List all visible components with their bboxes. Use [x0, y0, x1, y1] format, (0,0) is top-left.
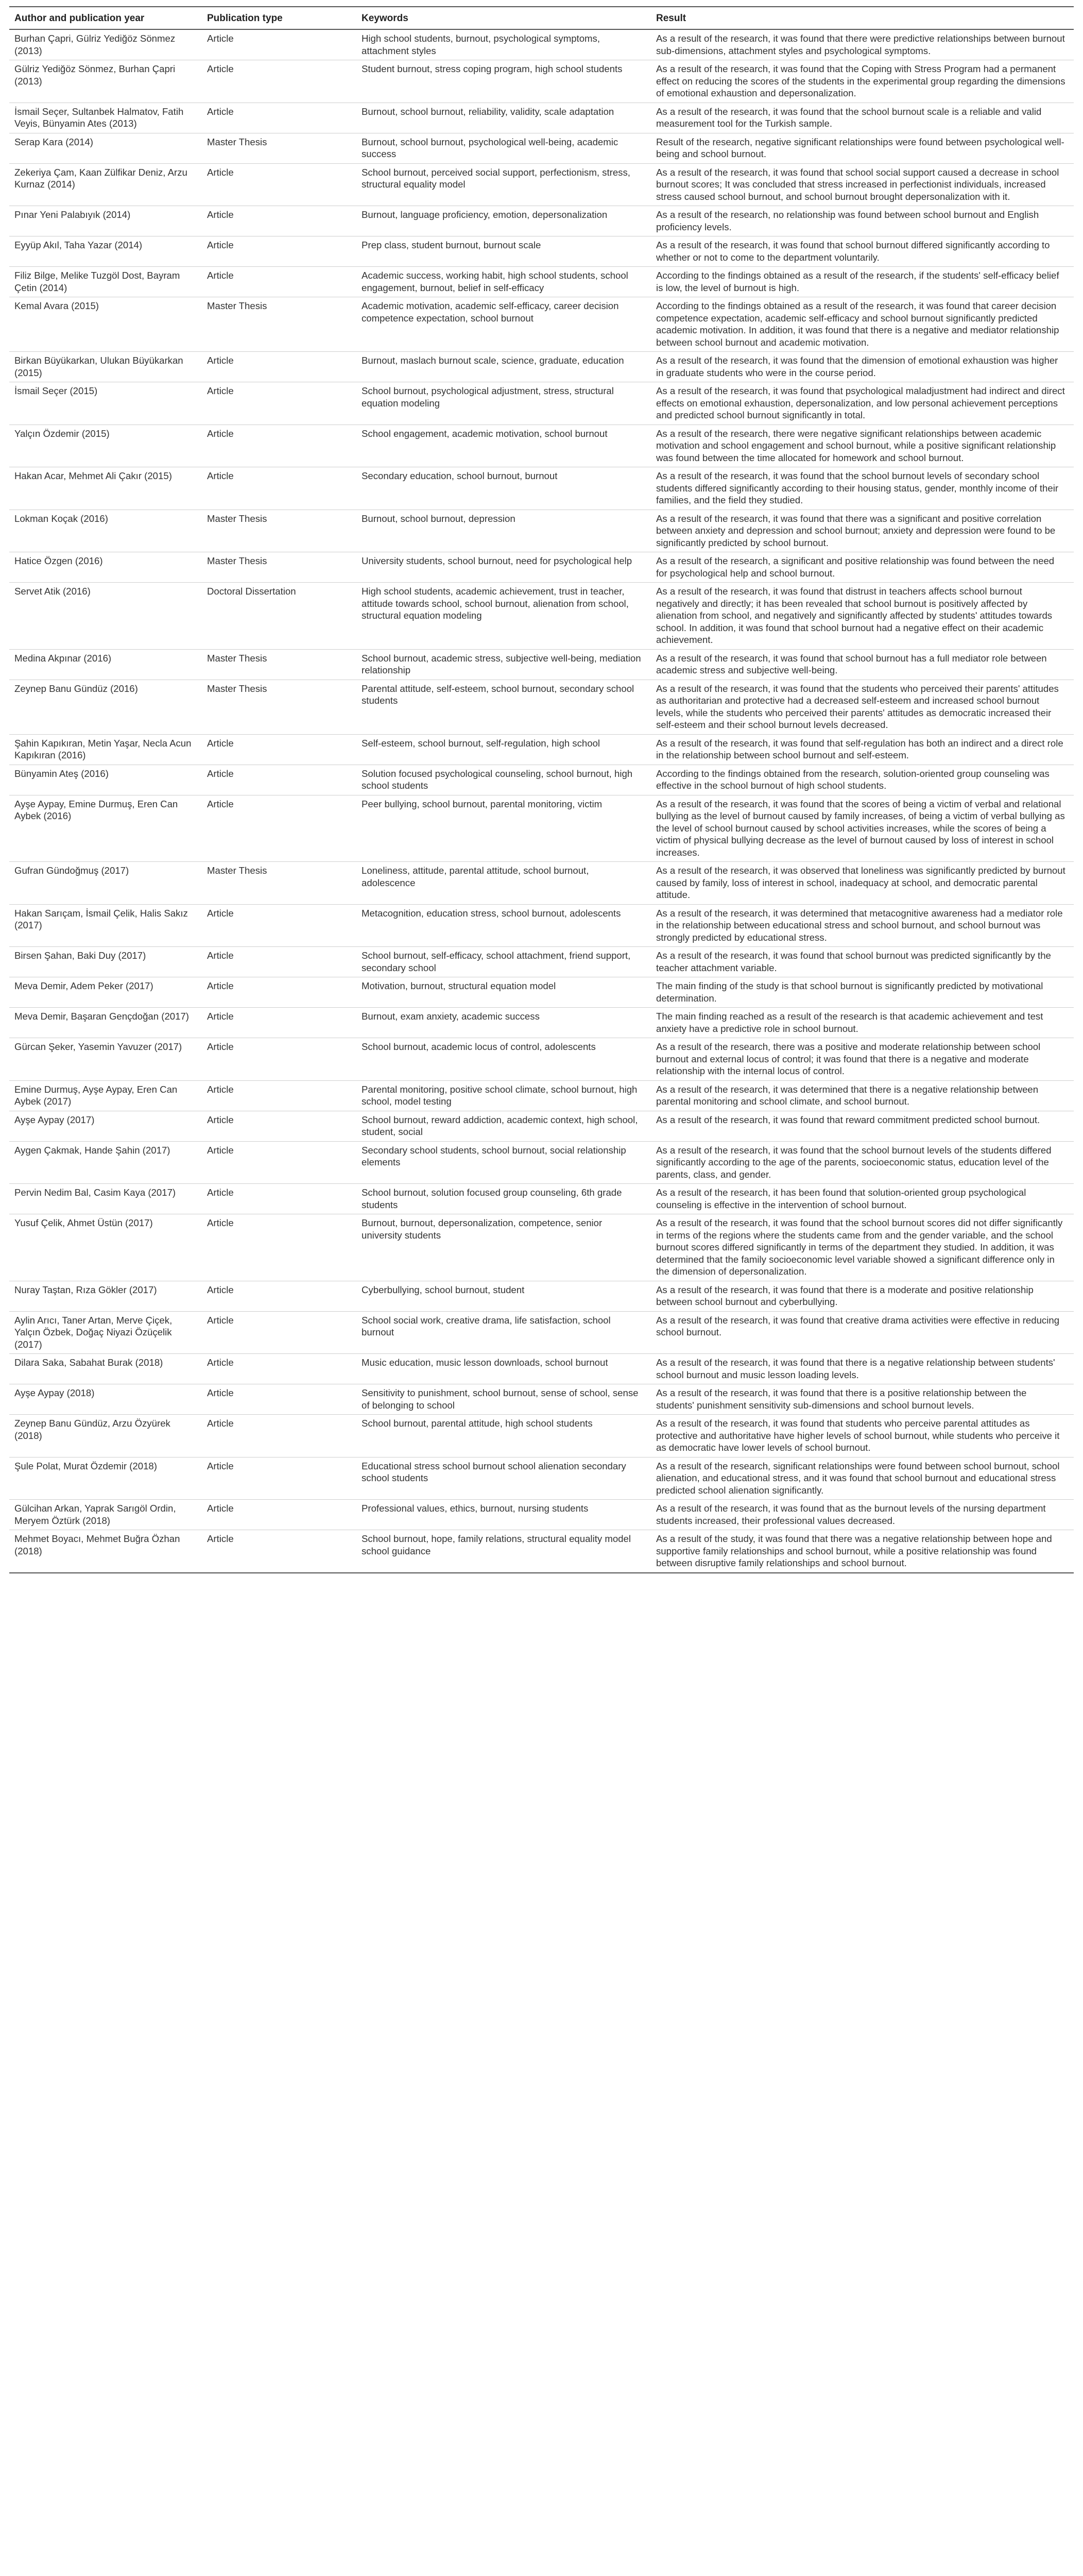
publication-type-cell: Master Thesis [202, 680, 356, 734]
keywords-cell: School burnout, parental attitude, high school students [356, 1415, 651, 1458]
result-cell: As a result of the research, no relationship was found between school burnout and English proficiency levels. [651, 206, 1074, 236]
result-cell: As a result of the research, it was found that the school burnout scale is a reliable and valid measurement tool for the Turkish sample. [651, 103, 1074, 133]
publication-type-cell: Article [202, 236, 356, 267]
publication-type-cell: Master Thesis [202, 649, 356, 680]
result-cell: As a result of the research, it was found that creative drama activities were effective in reducing school burnout. [651, 1311, 1074, 1354]
table-row [9, 1530, 1074, 1573]
author-cell: Eyyüp Akıl, Taha Yazar (2014) [9, 236, 202, 267]
table-row [9, 60, 1074, 103]
author-cell: Yalçın Özdemir (2015) [9, 425, 202, 467]
header-keywords: Keywords [356, 7, 651, 29]
result-cell: The main finding reached as a result of the research is that academic achievement and test anxiety have a predictive role in school burnout. [651, 1008, 1074, 1038]
keywords-cell: Burnout, school burnout, depression [356, 510, 651, 552]
table-row [9, 1415, 1074, 1458]
publication-type-cell: Master Thesis [202, 510, 356, 552]
publication-type-cell: Article [202, 29, 356, 60]
table-row [9, 1080, 1074, 1111]
keywords-cell: School burnout, perceived social support, perfectionism, stress, structural equality model [356, 163, 651, 206]
author-cell: Şule Polat, Murat Özdemir (2018) [9, 1457, 202, 1500]
publication-type-cell: Article [202, 267, 356, 297]
author-cell: Gürcan Şeker, Yasemin Yavuzer (2017) [9, 1038, 202, 1081]
keywords-cell: Secondary school students, school burnout, social relationship elements [356, 1141, 651, 1184]
table-header [9, 7, 1074, 29]
publication-type-cell: Article [202, 734, 356, 765]
table-row [9, 1008, 1074, 1038]
publication-type-cell: Article [202, 1008, 356, 1038]
result-cell: As a result of the research, it was found that there were predictive relationships between burnout sub-dimensions, attachment styles and psychological symptoms. [651, 29, 1074, 60]
author-cell: Dilara Saka, Sabahat Burak (2018) [9, 1354, 202, 1384]
author-cell: Yusuf Çelik, Ahmet Üstün (2017) [9, 1214, 202, 1281]
table-row [9, 1457, 1074, 1500]
table-row [9, 795, 1074, 862]
table-row [9, 29, 1074, 60]
keywords-cell: Parental monitoring, positive school climate, school burnout, high school, model testing [356, 1080, 651, 1111]
author-cell: Bünyamin Ateş (2016) [9, 765, 202, 795]
author-cell: Lokman Koçak (2016) [9, 510, 202, 552]
author-cell: Hatice Özgen (2016) [9, 552, 202, 583]
result-cell: As a result of the research, it was found that school burnout differed significantly according to whether or not to come to the department voluntarily. [651, 236, 1074, 267]
publication-type-cell: Master Thesis [202, 552, 356, 583]
header-publication-type: Publication type [202, 7, 356, 29]
keywords-cell: Solution focused psychological counseling, school burnout, high school students [356, 765, 651, 795]
keywords-cell: Cyberbullying, school burnout, student [356, 1281, 651, 1311]
table-row [9, 947, 1074, 977]
author-cell: Şahin Kapıkıran, Metin Yaşar, Necla Acun Kapıkıran (2016) [9, 734, 202, 765]
keywords-cell: Burnout, burnout, depersonalization, competence, senior university students [356, 1214, 651, 1281]
publication-type-cell: Article [202, 1141, 356, 1184]
keywords-cell: Burnout, exam anxiety, academic success [356, 1008, 651, 1038]
table-row [9, 1311, 1074, 1354]
result-cell: As a result of the research, there were negative significant relationships between academic motivation and school engagement and school burnout, while a positive significant relationship was found between the time allocated for homework and school burnout. [651, 425, 1074, 467]
author-cell: Ayşe Aypay, Emine Durmuş, Eren Can Aybek (2016) [9, 795, 202, 862]
publication-type-cell: Article [202, 1530, 356, 1573]
author-cell: Aylin Arıcı, Taner Artan, Merve Çiçek, Yalçın Özbek, Doğaç Niyazi Özüçelik (2017) [9, 1311, 202, 1354]
table-row [9, 583, 1074, 650]
author-cell: Ayşe Aypay (2017) [9, 1111, 202, 1141]
result-cell: As a result of the research, a significant and positive relationship was found between the need for psychological help and school burnout. [651, 552, 1074, 583]
keywords-cell: High school students, academic achievement, trust in teacher, attitude towards school, school burnout, alienation from school, structural equation modeling [356, 583, 651, 650]
author-cell: Emine Durmuş, Ayşe Aypay, Eren Can Aybek (2017) [9, 1080, 202, 1111]
header-result: Result [651, 7, 1074, 29]
keywords-cell: University students, school burnout, need for psychological help [356, 552, 651, 583]
result-cell: As a result of the research, it was found that school burnout was predicted significantly by the teacher attachment variable. [651, 947, 1074, 977]
publication-type-cell: Article [202, 947, 356, 977]
table-row [9, 510, 1074, 552]
table-row [9, 236, 1074, 267]
table-row [9, 904, 1074, 947]
result-cell: As a result of the research, it was found that the school burnout scores did not differ significantly in terms of the regions where the students came from and the gender variable, and the school burnout scores differed significantly in terms of the department they studied. In addition, it was determined that the family socioeconomic level variable showed a significant difference only in the dimension of depersonalization. [651, 1214, 1074, 1281]
result-cell: According to the findings obtained from the research, solution-oriented group counseling was effective in the school burnout of high school students. [651, 765, 1074, 795]
author-cell: Gülcihan Arkan, Yaprak Sarıgöl Ordin, Meryem Öztürk (2018) [9, 1500, 202, 1530]
table-row [9, 552, 1074, 583]
table-row [9, 1184, 1074, 1214]
result-cell: As a result of the research, it was found that psychological maladjustment had indirect and direct effects on emotional exhaustion, depersonalization, and low personal achievement perceptions and predicted school burnout significantly in total. [651, 382, 1074, 425]
keywords-cell: Burnout, school burnout, reliability, validity, scale adaptation [356, 103, 651, 133]
result-cell: As a result of the research, it was found that school burnout has a full mediator role between academic stress and subjective well-being. [651, 649, 1074, 680]
result-cell: According to the findings obtained as a result of the research, if the students' self-efficacy belief is low, the level of burnout is high. [651, 267, 1074, 297]
author-cell: Burhan Çapri, Gülriz Yediğöz Sönmez (2013) [9, 29, 202, 60]
publication-type-cell: Article [202, 1214, 356, 1281]
author-cell: Hakan Acar, Mehmet Ali Çakır (2015) [9, 467, 202, 510]
result-cell: As a result of the research, it was found that there is a positive relationship between the students' punishment sensitivity sub-dimensions and school burnout levels. [651, 1384, 1074, 1415]
author-cell: Meva Demir, Adem Peker (2017) [9, 977, 202, 1008]
keywords-cell: Professional values, ethics, burnout, nursing students [356, 1500, 651, 1530]
author-cell: Gülriz Yediğöz Sönmez, Burhan Çapri (2013) [9, 60, 202, 103]
table-body [9, 29, 1074, 1573]
publication-type-cell: Article [202, 103, 356, 133]
author-cell: İsmail Seçer, Sultanbek Halmatov, Fatih Veyis, Bünyamin Ates (2013) [9, 103, 202, 133]
result-cell: According to the findings obtained as a result of the research, it was found that career decision competence expectation, academic self-efficacy and school burnout significantly predicted academic motivation. In addition, it was found that there is a negative and mediator relationship between school burnout and academic motivation. [651, 297, 1074, 352]
keywords-cell: School burnout, hope, family relations, structural equality model school guidance [356, 1530, 651, 1573]
publication-type-cell: Article [202, 765, 356, 795]
keywords-cell: Educational stress school burnout school alienation secondary school students [356, 1457, 651, 1500]
publication-type-cell: Master Thesis [202, 133, 356, 163]
publication-type-cell: Master Thesis [202, 862, 356, 905]
author-cell: İsmail Seçer (2015) [9, 382, 202, 425]
result-cell: As a result of the research, it was found that the students who perceived their parents' attitudes as authoritarian and protective had a decreased self-esteem and increased school burnout levels, while the students who perceived their parents' attitudes as democratic increased their self-esteem and their school burnout levels decreased. [651, 680, 1074, 734]
keywords-cell: Burnout, school burnout, psychological well-being, academic success [356, 133, 651, 163]
author-cell: Medina Akpınar (2016) [9, 649, 202, 680]
result-cell: Result of the research, negative significant relationships were found between psychological well-being and school burnout. [651, 133, 1074, 163]
publication-type-cell: Article [202, 425, 356, 467]
publication-type-cell: Article [202, 1354, 356, 1384]
keywords-cell: Secondary education, school burnout, burnout [356, 467, 651, 510]
keywords-cell: School social work, creative drama, life satisfaction, school burnout [356, 1311, 651, 1354]
publication-type-cell: Article [202, 1184, 356, 1214]
keywords-cell: School burnout, academic stress, subjective well-being, mediation relationship [356, 649, 651, 680]
table-row [9, 163, 1074, 206]
keywords-cell: School burnout, solution focused group counseling, 6th grade students [356, 1184, 651, 1214]
studies-table [9, 6, 1074, 1573]
author-cell: Pervin Nedim Bal, Casim Kaya (2017) [9, 1184, 202, 1214]
author-cell: Hakan Sarıçam, İsmail Çelik, Halis Sakız (2017) [9, 904, 202, 947]
table-row [9, 133, 1074, 163]
keywords-cell: Sensitivity to punishment, school burnout, sense of school, sense of belonging to school [356, 1384, 651, 1415]
result-cell: As a result of the research, it was determined that metacognitive awareness had a mediator role in the relationship between educational stress and school burnout, and school burnout was strongly predicted by educational stress. [651, 904, 1074, 947]
publication-type-cell: Article [202, 1500, 356, 1530]
table-row [9, 352, 1074, 382]
publication-type-cell: Article [202, 352, 356, 382]
publication-type-cell: Article [202, 163, 356, 206]
table-row [9, 103, 1074, 133]
result-cell: As a result of the research, it was found that the school burnout levels of the students differed significantly according to the age of the parents, socioeconomic status, education level of the parents, class, and gender. [651, 1141, 1074, 1184]
author-cell: Filiz Bilge, Melike Tuzgöl Dost, Bayram Çetin (2014) [9, 267, 202, 297]
table-row [9, 1038, 1074, 1081]
result-cell: As a result of the research, it was found that the scores of being a victim of verbal and relational bullying as the level of burnout caused by family increases, of being a victim of verbal bullying as the level of school burnout caused by school activities increases, while the scores of being a victim of physical bullying decrease as the level of burnout caused by loss of interest in school increases. [651, 795, 1074, 862]
header-author: Author and publication year [9, 7, 202, 29]
result-cell: As a result of the research, it has been found that solution-oriented group psychological counseling is effective in the intervention of school burnout. [651, 1184, 1074, 1214]
result-cell: As a result of the research, it was found that self-regulation has both an indirect and a direct role in the relationship between school burnout and self-esteem. [651, 734, 1074, 765]
result-cell: As a result of the research, it was found that reward commitment predicted school burnout. [651, 1111, 1074, 1141]
keywords-cell: Peer bullying, school burnout, parental monitoring, victim [356, 795, 651, 862]
result-cell: As a result of the research, it was found that as the burnout levels of the nursing department students increased, their professional values decreased. [651, 1500, 1074, 1530]
result-cell: As a result of the research, it was determined that there is a negative relationship between parental monitoring and school climate, and school burnout. [651, 1080, 1074, 1111]
keywords-cell: Loneliness, attitude, parental attitude, school burnout, adolescence [356, 862, 651, 905]
publication-type-cell: Article [202, 1415, 356, 1458]
table-row [9, 1500, 1074, 1530]
publication-type-cell: Article [202, 60, 356, 103]
publication-type-cell: Article [202, 206, 356, 236]
table-row [9, 267, 1074, 297]
author-cell: Zekeriya Çam, Kaan Zülfikar Deniz, Arzu Kurnaz (2014) [9, 163, 202, 206]
author-cell: Aygen Çakmak, Hande Şahin (2017) [9, 1141, 202, 1184]
table-row [9, 1214, 1074, 1281]
keywords-cell: School burnout, psychological adjustment, stress, structural equation modeling [356, 382, 651, 425]
keywords-cell: School burnout, reward addiction, academic context, high school, student, social [356, 1111, 651, 1141]
result-cell: The main finding of the study is that school burnout is significantly predicted by motivational determination. [651, 977, 1074, 1008]
result-cell: As a result of the research, it was found that the dimension of emotional exhaustion was higher in graduate students who were in the course period. [651, 352, 1074, 382]
publication-type-cell: Article [202, 382, 356, 425]
table-row [9, 382, 1074, 425]
author-cell: Kemal Avara (2015) [9, 297, 202, 352]
keywords-cell: Motivation, burnout, structural equation model [356, 977, 651, 1008]
publication-type-cell: Doctoral Dissertation [202, 583, 356, 650]
author-cell: Pınar Yeni Palabıyık (2014) [9, 206, 202, 236]
table-row [9, 680, 1074, 734]
publication-type-cell: Article [202, 1111, 356, 1141]
table-row [9, 1384, 1074, 1415]
table-row [9, 206, 1074, 236]
publication-type-cell: Article [202, 1080, 356, 1111]
keywords-cell: School burnout, self-efficacy, school attachment, friend support, secondary school [356, 947, 651, 977]
result-cell: As a result of the research, it was found that there is a negative relationship between students' school burnout and music lesson loading levels. [651, 1354, 1074, 1384]
keywords-cell: School burnout, academic locus of control, adolescents [356, 1038, 651, 1081]
table-row [9, 1281, 1074, 1311]
keywords-cell: Academic motivation, academic self-efficacy, career decision competence expectation, school burnout [356, 297, 651, 352]
author-cell: Servet Atik (2016) [9, 583, 202, 650]
header-row [9, 7, 1074, 29]
publication-type-cell: Article [202, 977, 356, 1008]
result-cell: As a result of the research, it was found that distrust in teachers affects school burnout negatively and directly; it has been revealed that school burnout is positively affected by alienation from school, and negatively and significantly affected by students' attitudes towards school. In addition, it was found that school burnout had a negative effect on their academic achievement. [651, 583, 1074, 650]
result-cell: As a result of the research, significant relationships were found between school burnout, school alienation, and educational stress, and it was found that school burnout and educational stress predicted school alienation significantly. [651, 1457, 1074, 1500]
author-cell: Mehmet Boyacı, Mehmet Buğra Özhan (2018) [9, 1530, 202, 1573]
keywords-cell: Metacognition, education stress, school burnout, adolescents [356, 904, 651, 947]
result-cell: As a result of the study, it was found that there was a negative relationship between hope and supportive family relationships and school burnout, while a positive relationship was found between disruptive family relationships and school burnout. [651, 1530, 1074, 1573]
publication-type-cell: Article [202, 467, 356, 510]
author-cell: Zeynep Banu Gündüz, Arzu Özyürek (2018) [9, 1415, 202, 1458]
table-row [9, 649, 1074, 680]
result-cell: As a result of the research, it was found that there is a moderate and positive relationship between school burnout and cyberbullying. [651, 1281, 1074, 1311]
table-row [9, 297, 1074, 352]
table-row [9, 1111, 1074, 1141]
table-row [9, 425, 1074, 467]
result-cell: As a result of the research, it was found that the Coping with Stress Program had a permanent effect on reducing the scores of the students in the experimental group regarding the dimensions of emotional exhaustion and depersonalization. [651, 60, 1074, 103]
result-cell: As a result of the research, it was found that the school burnout levels of secondary school students differed significantly according to their housing status, gender, monthly income of their families, and the field they studied. [651, 467, 1074, 510]
table-row [9, 734, 1074, 765]
author-cell: Serap Kara (2014) [9, 133, 202, 163]
publication-type-cell: Article [202, 1311, 356, 1354]
result-cell: As a result of the research, it was found that students who perceive parental attitudes as protective and authoritative have higher levels of school burnout, while students who perceive it as democratic have lower levels of school burnout. [651, 1415, 1074, 1458]
author-cell: Gufran Gündoğmuş (2017) [9, 862, 202, 905]
keywords-cell: Burnout, maslach burnout scale, science, graduate, education [356, 352, 651, 382]
publication-type-cell: Article [202, 904, 356, 947]
keywords-cell: Music education, music lesson downloads, school burnout [356, 1354, 651, 1384]
table-row [9, 1354, 1074, 1384]
table-row [9, 467, 1074, 510]
author-cell: Birkan Büyükarkan, Ulukan Büyükarkan (2015) [9, 352, 202, 382]
table-row [9, 765, 1074, 795]
publication-type-cell: Article [202, 1038, 356, 1081]
author-cell: Meva Demir, Başaran Gençdoğan (2017) [9, 1008, 202, 1038]
result-cell: As a result of the research, it was observed that loneliness was significantly predicted by burnout caused by family, loss of interest in school, inadequacy at school, and democratic parental attitude. [651, 862, 1074, 905]
keywords-cell: School engagement, academic motivation, school burnout [356, 425, 651, 467]
publication-type-cell: Article [202, 1281, 356, 1311]
result-cell: As a result of the research, there was a positive and moderate relationship between school burnout and external locus of control; it was found that there is a negative and moderate relationship with the internal locus of control. [651, 1038, 1074, 1081]
keywords-cell: Parental attitude, self-esteem, school burnout, secondary school students [356, 680, 651, 734]
table-row [9, 1141, 1074, 1184]
keywords-cell: Prep class, student burnout, burnout scale [356, 236, 651, 267]
keywords-cell: Student burnout, stress coping program, high school students [356, 60, 651, 103]
result-cell: As a result of the research, it was found that school social support caused a decrease in school burnout scores; It was concluded that stress increased in perfectionist individuals, increased stress caused school burnout, and school burnout brought depersonalization with it. [651, 163, 1074, 206]
publication-type-cell: Article [202, 1384, 356, 1415]
result-cell: As a result of the research, it was found that there was a significant and positive correlation between anxiety and depression and school burnout; anxiety and depression were found to be significantly predicted by school burnout. [651, 510, 1074, 552]
publication-type-cell: Article [202, 1457, 356, 1500]
table-row [9, 977, 1074, 1008]
keywords-cell: High school students, burnout, psychological symptoms, attachment styles [356, 29, 651, 60]
keywords-cell: Self-esteem, school burnout, self-regulation, high school [356, 734, 651, 765]
author-cell: Zeynep Banu Gündüz (2016) [9, 680, 202, 734]
table-row [9, 862, 1074, 905]
publication-type-cell: Master Thesis [202, 297, 356, 352]
keywords-cell: Academic success, working habit, high school students, school engagement, burnout, belief in self-efficacy [356, 267, 651, 297]
author-cell: Birsen Şahan, Baki Duy (2017) [9, 947, 202, 977]
publication-type-cell: Article [202, 795, 356, 862]
author-cell: Ayşe Aypay (2018) [9, 1384, 202, 1415]
author-cell: Nuray Taştan, Rıza Gökler (2017) [9, 1281, 202, 1311]
keywords-cell: Burnout, language proficiency, emotion, depersonalization [356, 206, 651, 236]
